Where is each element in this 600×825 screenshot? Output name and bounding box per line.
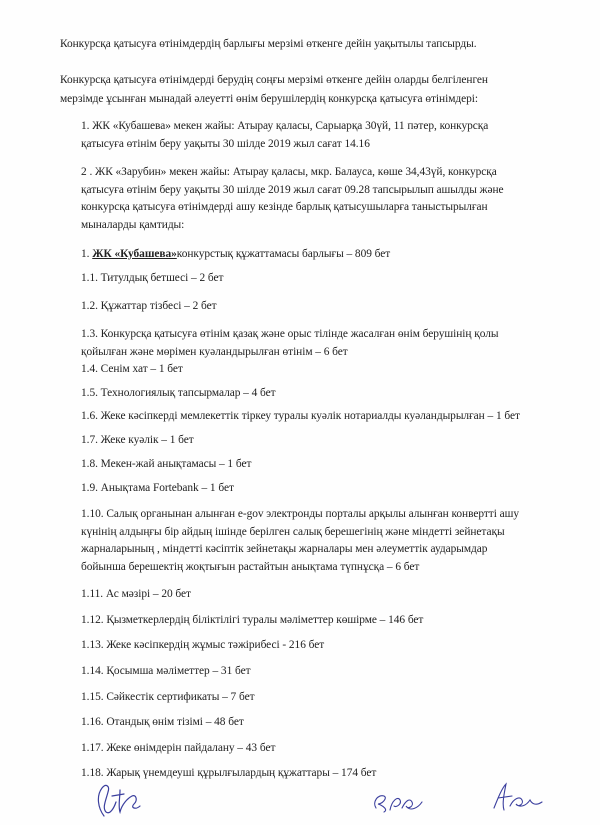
paragraph-applications-line-1: Конкурсқа қатысуға өтінімдерді берудің соңғы мерзімі өткенге дейін оларды белгіленген <box>60 74 488 86</box>
item-1-10-line-4: бойынша берешектің жоқтығын растайтын анықтама түпнұсқа – 6 бет <box>81 561 420 573</box>
item-1-17: 1.17. Жеке өнімдерін пайдалану – 43 бет <box>81 742 276 754</box>
item-1-14: 1.14. Қосымша мәліметтер – 31 бет <box>81 665 251 677</box>
signature-2 <box>368 786 430 818</box>
signature-3 <box>486 778 546 818</box>
item-1-10-line-3: жарналарының , міндетті кәсіптік зейнетақы жарналары мен әлеуметтік аударымдар <box>81 543 488 555</box>
item-1-supplier-name: ЖК «Кубашева» <box>92 248 177 260</box>
supplier-2-line-4: мыналарды қамтиды: <box>81 219 185 231</box>
item-1-6: 1.6. Жеке кәсіпкерді мемлекеттік тіркеу туралы куәлік нотариалды куәландырылған – 1 бет <box>81 410 520 422</box>
item-1-16: 1.16. Отандық өнім тізімі – 48 бет <box>81 716 244 728</box>
item-1-4: 1.4. Сенім хат – 1 бет <box>81 363 183 375</box>
supplier-1-line-1: 1. ЖК «Кубашева» мекен жайы: Атырау қаласы, Сарыарқа 30үй, 11 пәтер, конкурсқа <box>81 120 489 132</box>
item-1-15: 1.15. Сәйкестік сертификаты – 7 бет <box>81 691 255 703</box>
item-1-10-line-2: күнінің алдыңғы бір айдың ішінде берілген салық берешегінің және міндетті зейнетақы <box>81 526 505 538</box>
supplier-2-line-3: конкурсқа қатысуға өтінімдерді ашу кезінде барлық қатысушыларға таныстырылған <box>81 201 488 213</box>
supplier-1-line-2: қатысуға өтінім беру уақыты 30 шілде 2019 жыл сағат 14.16 <box>81 138 370 150</box>
item-1-1: 1.1. Титулдық бетшесі – 2 бет <box>81 272 224 284</box>
item-1-2: 1.2. Құжаттар тізбесі – 2 бет <box>81 300 217 312</box>
item-1-18: 1.18. Жарық үнемдеуші құрылғылардың құжаттары – 174 бет <box>81 767 377 779</box>
supplier-2-line-2: қатысуға өтінім беру уақыты 30 шілде 2019 жыл сағат 09.28 тапсырылып ашылды және <box>81 184 504 196</box>
supplier-2-line-1: 2 . ЖК «Зарубин» мекен жайы: Атырау қаласы, мкр. Балауса, көше 34,43үй, конкурсқа <box>81 166 497 178</box>
item-1-5: 1.5. Технологиялық тапсырмалар – 4 бет <box>81 387 276 399</box>
item-1-12: 1.12. Қызметкерлердің біліктілігі туралы мәліметтер көшірме – 146 бет <box>81 614 424 626</box>
item-1-7: 1.7. Жеке куәлік – 1 бет <box>81 434 194 446</box>
signature-1 <box>90 778 150 822</box>
item-1-11: 1.11. Ас мәзірі – 20 бет <box>81 588 191 600</box>
item-1-number: 1. <box>81 248 93 260</box>
item-1-3-line-2: қойылған және мөрімен куәландырылған өтінім – 6 бет <box>81 346 348 358</box>
item-1-13: 1.13. Жеке кәсіпкердің жұмыс тәжірибесі - 216 бет <box>81 639 325 651</box>
item-1-heading <box>81 245 390 263</box>
item-1-total: конкурстық құжаттамасы барлығы – 809 бет <box>176 248 391 260</box>
paragraph-timely-submission: Конкурсқа қатысуға өтінімдердің барлығы мерзімі өткенге дейін уақытылы тапсырды. <box>60 38 477 50</box>
item-1-10-line-1: 1.10. Салық органынан алынған e-gov электронды порталы арқылы алынған конвертті ашу <box>81 508 519 520</box>
item-1-8: 1.8. Мекен-жай анықтамасы – 1 бет <box>81 458 252 470</box>
paragraph-applications-line-2: мерзімде ұсынған мынадай әлеуетті өнім берушілердің конкурсқа қатысуға өтінімдері: <box>60 93 478 105</box>
item-1-9: 1.9. Анықтама Fortebank – 1 бет <box>81 482 234 494</box>
item-1-3-line-1: 1.3. Конкурсқа қатысуға өтінім қазақ және орыс тілінде жасалған өнім берушінің қолы <box>81 328 499 340</box>
